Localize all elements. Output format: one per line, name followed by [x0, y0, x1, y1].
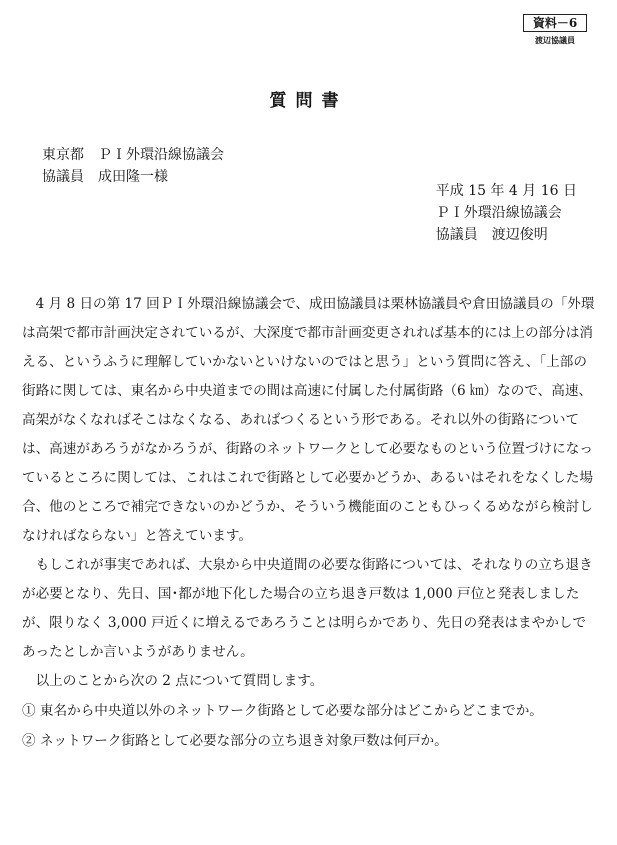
recipient-block — [42, 144, 224, 188]
document-stamp — [523, 14, 587, 46]
stamp-label: 資料－6 — [523, 14, 587, 32]
body-text — [22, 290, 595, 756]
question-2: ② ネットワーク街路として必要な部分の立ち退き対象戸数は何戸か。 — [22, 733, 448, 749]
page-title: 質問書 — [269, 91, 348, 111]
sender-org: ＰＩ外環沿線協議会 — [435, 205, 562, 221]
paragraph-3: 以上のことから次の 2 点について質問します。 — [22, 673, 324, 689]
paragraph-1: 4 月 8 日の第 17 回ＰＩ外環沿線協議会で、成田協議員は栗林協議員や倉田協議員の「外環は高架で都市計画決定されているが、大深度で都市計画変更されれば基本的には上の部分は消える、というふうに理解していかないといけないのではと思う」という質問に答え、「上部の街路に関しては、東名から中央道までの間は高速に付属した付属街路（6 ㎞）なので、高速、高架がなくなればそこはなくなる、あればつくるという形である。それ以外の街路については、高速があろうがなかろうが、街路のネットワークとして必要なものという位置づけになっているところに関しては、これはこれで街路として必要かどうか、あるいはそれをなくした場合、他のところで補完できないのかどうか、そういう機能面のこともひっくるめながら検討しなければならない」と答えています。 — [22, 296, 595, 544]
recipient-line1: 東京都 ＰＩ外環沿線協議会 — [42, 147, 224, 163]
stamp-sub-label: 渡辺協議員 — [535, 36, 575, 45]
sender-date: 平成 15 年 4 月 16 日 — [435, 183, 577, 199]
paragraph-2: もしこれが事実であれば、大泉から中央道間の必要な街路については、それなりの立ち退きが必要となり、先日、国･都が地下化した場合の立ち退き戸数は 1,000 戸位と発表しましたが、限りなく 3,000 戸近くに増えるであろうことは明らかであり、先日の発表はまやかしであったとしか言いようがありません。 — [22, 557, 593, 660]
recipient-line2: 協議員 成田隆一様 — [42, 169, 168, 185]
question-1: ① 東名から中央道以外のネットワーク街路として必要な部分はどこからどこまでか。 — [22, 703, 543, 719]
sender-block — [436, 180, 577, 246]
sender-name: 協議員 渡辺俊明 — [435, 227, 548, 243]
